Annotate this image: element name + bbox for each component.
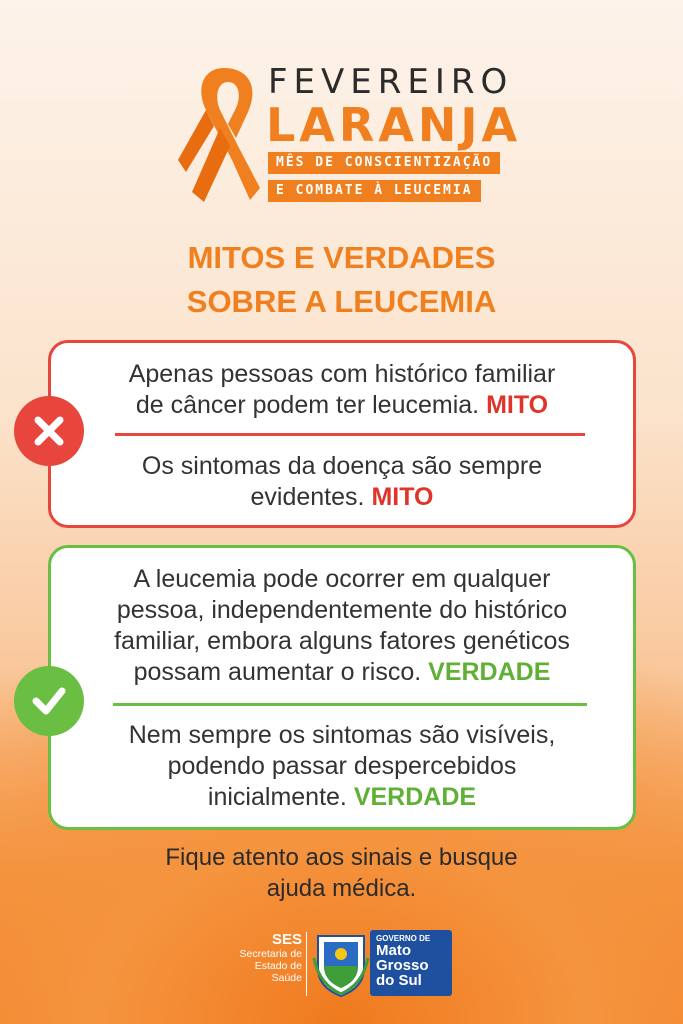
x-icon xyxy=(14,396,84,466)
truth-2-line3-wrap xyxy=(51,782,633,813)
ses-title: SES xyxy=(271,931,302,948)
myth-item-1 xyxy=(51,359,633,421)
myth-divider xyxy=(115,433,585,436)
truth-1-line4-wrap xyxy=(51,657,633,688)
myth-1-line2: de câncer podem ter leucemia. xyxy=(135,391,480,419)
campaign-title-line2: LARANJA xyxy=(266,98,522,152)
truth-1-line4: possam aumentar o risco. xyxy=(133,658,422,686)
myth-label: MITO xyxy=(371,483,434,511)
heading-line2: SOBRE A LEUCEMIA xyxy=(186,284,497,319)
truth-2-line2: podendo passar despercebidos xyxy=(167,752,517,780)
gov-line1: Mato xyxy=(376,942,411,959)
state-crest-icon xyxy=(312,928,370,998)
ses-line2: Estado de xyxy=(254,960,302,972)
footer-line1: Fique atento aos sinais e busque xyxy=(165,844,518,871)
ses-logo xyxy=(222,932,302,984)
truth-2-line3: inicialmente. xyxy=(207,783,347,811)
truth-1-line1: A leucemia pode ocorrer em qualquer xyxy=(133,565,551,593)
campaign-tagline-1: MÊS DE CONSCIENTIZAÇÃO xyxy=(268,152,500,174)
myth-1-line1: Apenas pessoas com histórico familiar xyxy=(128,360,556,388)
campaign-tagline-2: E COMBATE À LEUCEMIA xyxy=(268,180,481,202)
gov-top: GOVERNO DE xyxy=(376,934,431,943)
myth-2-line1: Os sintomas da doença são sempre xyxy=(141,452,543,480)
page-heading xyxy=(0,236,683,324)
footer-message xyxy=(0,842,683,904)
awareness-ribbon-icon xyxy=(172,60,262,210)
myth-2-line2-wrap xyxy=(51,482,633,513)
truth-item-1 xyxy=(51,564,633,688)
ses-line3: Saúde xyxy=(271,972,302,984)
myth-1-line2-wrap xyxy=(51,390,633,421)
truth-item-2 xyxy=(51,720,633,813)
myths-card xyxy=(48,340,636,528)
gov-line3: do Sul xyxy=(376,972,422,989)
myth-item-2 xyxy=(51,451,633,513)
footer-line2: ajuda médica. xyxy=(266,875,417,902)
check-icon xyxy=(14,666,84,736)
myth-2-line2: evidentes. xyxy=(250,483,365,511)
ses-line1: Secretaria de xyxy=(239,948,302,960)
logo-separator xyxy=(306,932,307,996)
campaign-title-line1: FEVEREIRO xyxy=(268,62,514,102)
government-logo xyxy=(370,930,452,996)
gov-line2: Grosso xyxy=(376,957,429,974)
truth-1-line3: familiar, embora alguns fatores genéticos xyxy=(114,627,570,655)
heading-line1: MITOS E VERDADES xyxy=(187,240,496,275)
truth-label: VERDADE xyxy=(353,783,477,811)
myth-label: MITO xyxy=(486,391,549,419)
truths-card xyxy=(48,545,636,830)
truth-divider xyxy=(113,703,587,706)
truth-1-line2: pessoa, independentemente do histórico xyxy=(116,596,568,624)
truth-2-line1: Nem sempre os sintomas são visíveis, xyxy=(128,721,556,749)
truth-label: VERDADE xyxy=(428,658,551,686)
